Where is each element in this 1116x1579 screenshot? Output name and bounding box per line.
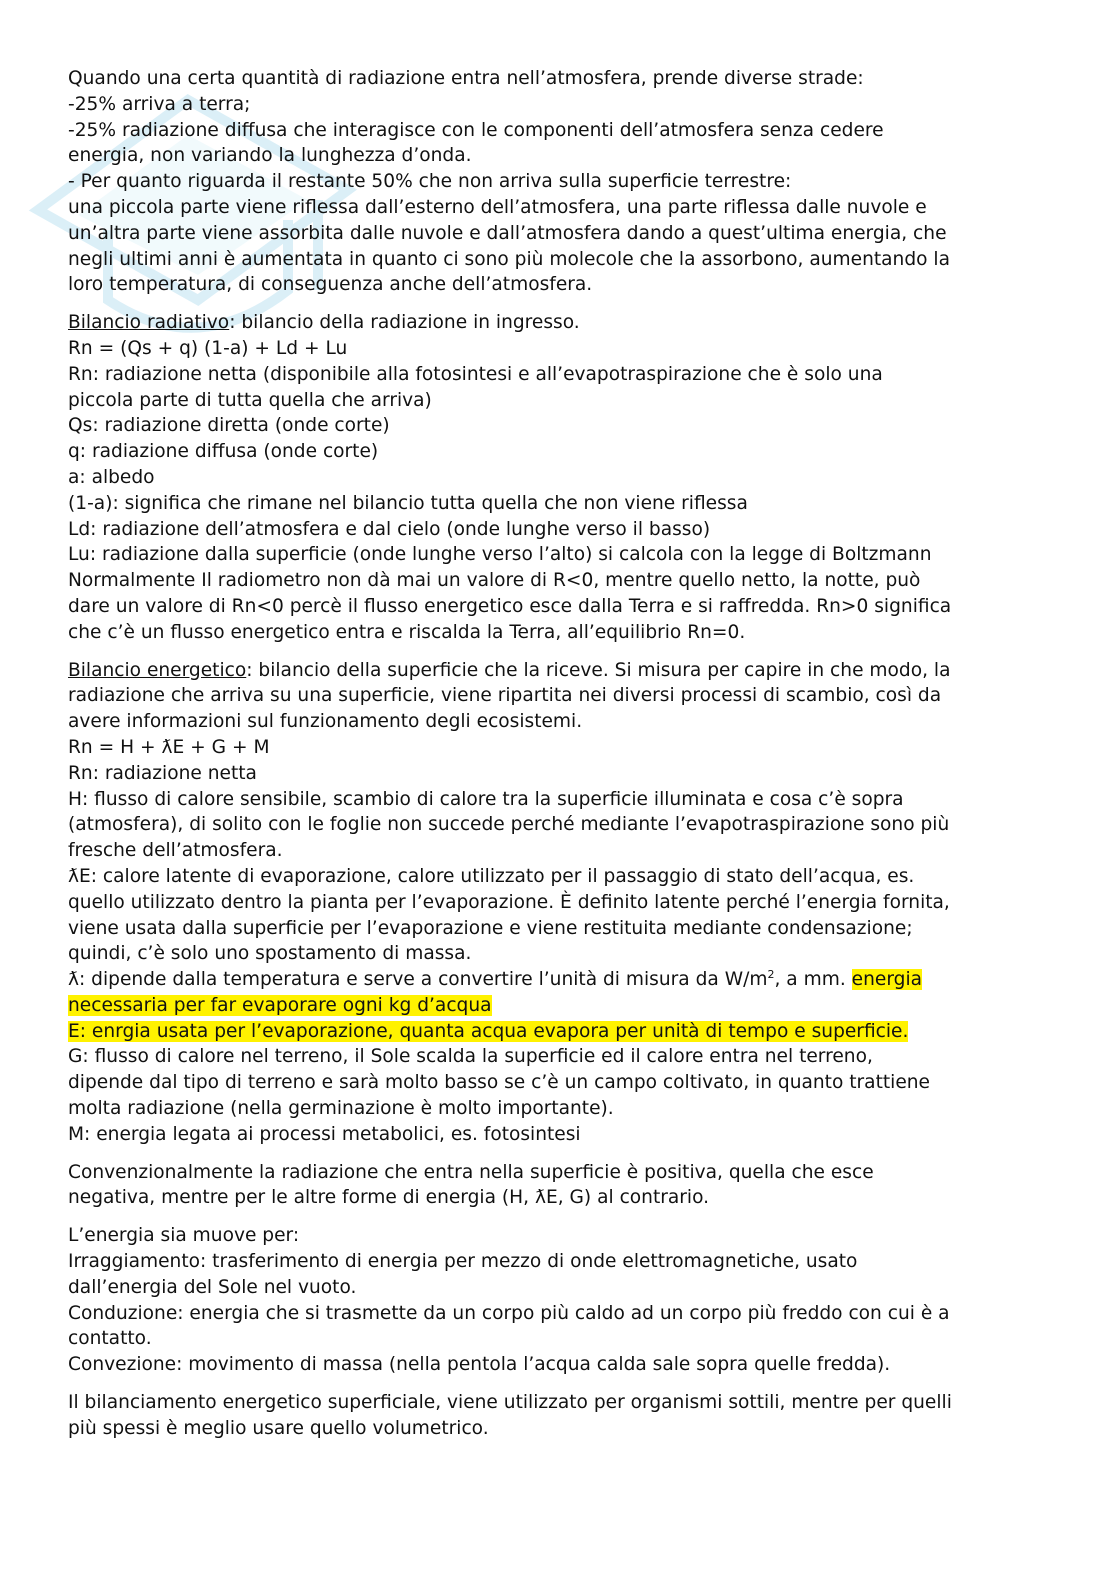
heading-rest: : bilancio della superficie che la riceve. Si misura per capire in che modo, la [246, 659, 951, 681]
text-line: dipende dal tipo di terreno e sarà molto basso se c’è un campo coltivato, in quanto trattiene [68, 1072, 930, 1094]
text-line: -25% arriva a terra; [68, 93, 251, 115]
energy-balance-section [68, 658, 1053, 1148]
text-line: fresche dell’atmosfera. [68, 840, 283, 862]
lambda-unit: , a mm. [774, 969, 846, 991]
text-line: negli ultimi anni è aumentata in quanto ci sono più molecole che la assorbono, aumentando la [68, 248, 950, 270]
text-line: - Per quanto riguarda il restante 50% che non arriva sulla superficie terrestre: [68, 171, 792, 193]
highlighted-text: E: enrgia usata per l’evaporazione, quanta acqua evapora per unità di tempo e superficie. [68, 1020, 909, 1042]
text-line: Lu: radiazione dalla superficie (onde lunghe verso l’alto) si calcola con la legge di Boltzmann [68, 544, 932, 566]
text-line: loro temperatura, di conseguenza anche dell’atmosfera. [68, 274, 593, 296]
closing-section [68, 1390, 1053, 1442]
highlighted-text: energia [851, 969, 923, 991]
text-line: contatto. [68, 1328, 152, 1350]
text-line: radiazione che arriva su una superficie, viene ripartita nei diversi processi di scambio, così da [68, 685, 942, 707]
text-line: dall’energia del Sole nel vuoto. [68, 1276, 357, 1298]
formula: Rn = (Qs + q) (1-a) + Ld + Lu [68, 337, 348, 359]
highlighted-text: necessaria per far evaporare ogni kg d’acqua [68, 994, 492, 1016]
text-line: Convenzionalmente la radiazione che entra nella superficie è positiva, quella che esce [68, 1161, 874, 1183]
text-line: Rn: radiazione netta (disponibile alla fotosintesi e all’evapotraspirazione che è solo una [68, 363, 883, 385]
lambda-text: ƛ: dipende dalla temperatura e serve a convertire l’unità di misura da W/m [68, 969, 768, 991]
section-heading: Bilancio radiativo [68, 312, 230, 334]
text-line: Normalmente Il radiometro non dà mai un valore di R<0, mentre quello netto, la notte, può [68, 570, 921, 592]
text-line: dare un valore di Rn<0 percè il flusso energetico esce dalla Terra e si raffredda. Rn>0 significa [68, 595, 952, 617]
text-line: Quando una certa quantità di radiazione entra nell’atmosfera, prende diverse strade: [68, 68, 864, 89]
highlighted-line [68, 1019, 1053, 1045]
section-heading-line [68, 310, 1053, 336]
text-line: energia, non variando la lunghezza d’onda. [68, 145, 472, 167]
text-line: ƛE: calore latente di evaporazione, calore utilizzato per il passaggio di stato dell’acqua, es. [68, 865, 915, 887]
lambda-line [68, 967, 1053, 993]
text-line: Irraggiamento: trasferimento di energia per mezzo di onde elettromagnetiche, usato [68, 1251, 858, 1273]
text-line: a: albedo [68, 466, 155, 488]
highlighted-line [68, 993, 1053, 1019]
text-line: Il bilanciamento energetico superficiale, viene utilizzato per organismi sottili, mentre per quelli [68, 1392, 952, 1414]
text-line: piccola parte di tutta quella che arriva) [68, 389, 432, 411]
text-line: G: flusso di calore nel terreno, il Sole scalda la superficie ed il calore entra nel terreno, [68, 1046, 873, 1068]
text-line: quello utilizzato dentro la pianta per l’evaporazione. È definito latente perché l’energia fornita, [68, 891, 950, 913]
intro-section [68, 66, 1053, 298]
energy-transfer-section [68, 1223, 1053, 1378]
text-line: quindi, c’è solo uno spostamento di massa. [68, 943, 472, 965]
text-line: Ld: radiazione dell’atmosfera e dal cielo (onde lunghe verso il basso) [68, 518, 711, 540]
text-line: che c’è un flusso energetico entra e riscalda la Terra, all’equilibrio Rn=0. [68, 621, 746, 643]
convention-section [68, 1160, 1053, 1212]
formula: Rn = H + ƛE + G + M [68, 736, 270, 758]
text-line: H: flusso di calore sensibile, scambio di calore tra la superficie illuminata e cosa c’è sopra [68, 788, 904, 810]
text-line: una piccola parte viene riflessa dall’esterno dell’atmosfera, una parte riflessa dalle nuvole e [68, 196, 927, 218]
radiative-balance-section [68, 310, 1053, 645]
text-line: L’energia sia muove per: [68, 1225, 300, 1247]
section-heading: Bilancio energetico [68, 659, 247, 681]
superscript: 2 [767, 967, 775, 981]
text-line: Qs: radiazione diretta (onde corte) [68, 415, 390, 437]
text-line: Rn: radiazione netta [68, 762, 257, 784]
text-line: q: radiazione diffusa (onde corte) [68, 441, 379, 463]
text-line: un’altra parte viene assorbita dalle nuvole e dall’atmosfera dando a quest’ultima energia, che [68, 222, 947, 244]
document-body [68, 66, 1053, 1442]
text-line: -25% radiazione diffusa che interagisce con le componenti dell’atmosfera senza cedere [68, 119, 884, 141]
heading-rest: : bilancio della radiazione in ingresso. [229, 312, 580, 334]
text-line: M: energia legata ai processi metabolici, es. fotosintesi [68, 1123, 581, 1145]
text-line: (1-a): significa che rimane nel bilancio tutta quella che non viene riflessa [68, 492, 748, 514]
text-line: Conduzione: energia che si trasmette da un corpo più caldo ad un corpo più freddo con cui è a [68, 1302, 950, 1324]
text-line: negativa, mentre per le altre forme di energia (H, ƛE, G) al contrario. [68, 1187, 710, 1209]
text-line: avere informazioni sul funzionamento degli ecosistemi. [68, 711, 583, 733]
text-line: Convezione: movimento di massa (nella pentola l’acqua calda sale sopra quelle fredda). [68, 1354, 891, 1376]
text-line: (atmosfera), di solito con le foglie non succede perché mediante l’evapotraspirazione sono più [68, 814, 950, 836]
text-line: viene usata dalla superficie per l’evaporazione e viene restituita mediante condensazione; [68, 917, 913, 939]
section-heading-line [68, 658, 1053, 684]
text-line: molta radiazione (nella germinazione è molto importante). [68, 1098, 614, 1120]
text-line: più spessi è meglio usare quello volumetrico. [68, 1417, 489, 1439]
